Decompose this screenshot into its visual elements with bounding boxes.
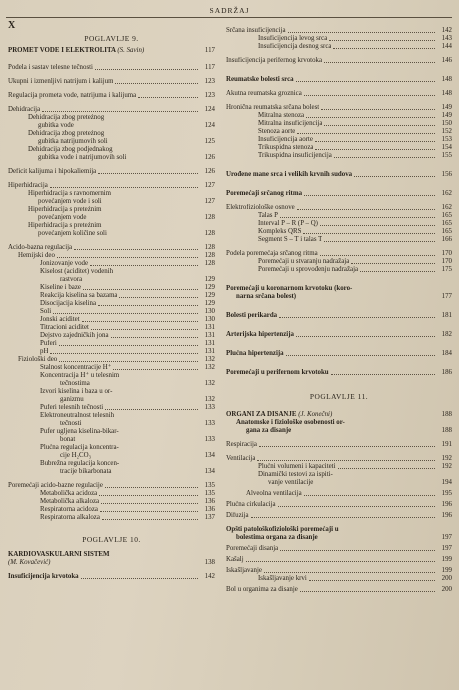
toc-entry[interactable]: Srčana insuficijencija 142 [226, 27, 452, 34]
toc-entry[interactable]: Poremećaji u stvaranju nadražaja 170 [258, 258, 452, 265]
toc-entry[interactable]: Trikuspidna stenoza 154 [258, 144, 452, 151]
toc-entry[interactable]: Dehidracija zbog preteżnog gubitka natrijumovih soli 125 [28, 130, 215, 145]
toc-entry[interactable]: Anatomske i fiziološke osobenosti or- gana za disanje 188 [236, 419, 452, 434]
toc-entry[interactable]: Poremećaji acido-bazne regulacije 135 [8, 482, 215, 489]
toc-entry[interactable]: Hiperhidracija s preteżnim povećanjem količine soli 128 [28, 222, 215, 237]
toc-entry[interactable]: Insuficijencija levog srca 143 [258, 35, 452, 42]
toc-entry[interactable]: Elektrofiziološke osnove 162 [226, 204, 452, 211]
toc-entry[interactable]: Poremećaji disanja 197 [226, 545, 452, 552]
chapter-title: ORGANI ZA DISANJE [226, 411, 297, 418]
toc-entry[interactable]: Insuficijencija krvotoka 142 [8, 573, 215, 580]
running-header: SADRŽAJ [209, 6, 250, 15]
toc-entry[interactable]: Trikuspidna insuficijencija 155 [258, 152, 452, 159]
toc-entry[interactable]: Hronična reumatska srčana bolest 149 [226, 104, 452, 111]
toc-entry[interactable]: Difuzija 196 [226, 512, 452, 519]
toc-entry[interactable]: Podela i sastav telesne tečnosti 117 [8, 64, 215, 71]
toc-entry[interactable]: Urođene mane srca i velikih krvnih sudova 156 [226, 171, 452, 178]
toc-entry[interactable]: Fiziološki deo 132 [18, 356, 215, 363]
chapter-heading: POGLAVLJE 9. [84, 34, 139, 43]
toc-entry[interactable]: Acido-bazna regulacija 128 [8, 244, 215, 251]
toc-entry[interactable]: Stalnost koncentracije H⁺ 132 [40, 364, 215, 371]
toc-entry[interactable]: Dinamički testovi za ispiti- vanje ventilacije 194 [258, 471, 452, 486]
toc-entry[interactable]: Iskašljavanje krvi 200 [258, 575, 452, 582]
toc-entry[interactable]: Pufer ugljena kiselina-bikar- bonat 133 [40, 428, 215, 443]
toc-entry[interactable]: Dehidracija 124 [8, 106, 215, 113]
toc-entry[interactable]: Hiperhidracija s preteżnim povećanjem vode 128 [28, 206, 215, 221]
page-ref: 138 [204, 559, 215, 566]
chapter-author: (M. Kovačević) [8, 559, 51, 566]
toc-entry[interactable]: Metabolička acidoza 135 [40, 490, 215, 497]
page-number: X [8, 20, 17, 31]
chapter-title-row[interactable] [226, 411, 452, 419]
chapter-title-row[interactable] [8, 47, 215, 55]
toc-entry[interactable]: Regulacija prometa vode, natrijuma i kalijuma 123 [8, 92, 215, 99]
toc-entry[interactable]: Bol u organima za disanje 200 [226, 586, 452, 593]
chapter-heading: POGLAVLJE 10. [82, 535, 141, 544]
toc-entry[interactable]: Interval P – R (P – Q) 165 [258, 220, 452, 227]
toc-entry[interactable]: Ukupni i izmenljivi natrijum i kalijum 123 [8, 78, 215, 85]
toc-entry[interactable]: Deficit kalijuma i hipokaliemija 126 [8, 168, 215, 175]
toc-entry[interactable]: Jonizovanje vode 128 [40, 260, 215, 267]
toc-entry[interactable]: Izvori kiselina i baza u or- ganizmu 132 [40, 388, 215, 403]
toc-entry[interactable]: Reakcija kiselina sa bazama 129 [40, 292, 215, 299]
toc-entry[interactable]: Respiratorna alkaloza 137 [40, 514, 215, 521]
toc-entry[interactable]: Arterijska hipertenzija 182 [226, 331, 452, 338]
page-ref: 188 [441, 411, 452, 418]
toc-entry[interactable]: Stenoza aorte 152 [258, 128, 452, 135]
toc-entry[interactable]: Plućna cirkulacija 196 [226, 501, 452, 508]
chapter-title: KARDIOVASKULARNI SISTEM [8, 551, 110, 558]
toc-entry[interactable]: Bubrežna regulacija koncen- tracije bikarbonata 134 [40, 460, 215, 475]
toc-entry[interactable]: Opšti patološkofiziološki poremećaji u bolestima organa za disanje 197 [226, 526, 452, 541]
toc-entry[interactable]: Akutna reumatska groznica 148 [226, 90, 452, 97]
toc-entry[interactable]: Bolesti perikarda 181 [226, 312, 452, 319]
header-rule [6, 17, 452, 18]
toc-entry[interactable]: Alveolna ventilacija 195 [246, 490, 452, 497]
toc-entry[interactable]: Kašalj 199 [226, 556, 452, 563]
toc-entry[interactable]: Titracioni aciditet 131 [40, 324, 215, 331]
toc-entry[interactable]: Plućni volumeni i kapaciteti 192 [258, 463, 452, 470]
toc-entry[interactable]: Ventilacija 192 [226, 455, 452, 462]
page-ref: 117 [204, 47, 215, 54]
toc-entry[interactable]: Insuficijencija aorte 153 [258, 136, 452, 143]
toc-entry[interactable]: Mitralna insuficijencija 150 [258, 120, 452, 127]
toc-entry[interactable]: Puferi 131 [40, 340, 215, 347]
toc-entry[interactable]: Hiperhidracija 127 [8, 182, 215, 189]
toc-entry[interactable]: Talas P 165 [258, 212, 452, 219]
toc-entry[interactable]: Kompleks QRS 165 [258, 228, 452, 235]
toc-entry[interactable]: Plućna hipertenzija 184 [226, 350, 452, 357]
toc-entry[interactable]: Respiracija 191 [226, 441, 452, 448]
toc-entry[interactable]: Dehidracija zbog preteżnog gubitka vode 124 [28, 114, 215, 129]
toc-entry[interactable]: Koncentracija H⁺ u telesnim tečnostima 132 [40, 372, 215, 387]
toc-entry[interactable]: pH 131 [40, 348, 215, 355]
toc-entry[interactable]: Iskašljavanje 199 [226, 567, 452, 574]
toc-entry[interactable]: Puferi telesnih tečnosti 133 [40, 404, 215, 411]
toc-entry[interactable]: Plućna regulacija koncentra- cije H₂CO₃ 134 [40, 444, 215, 459]
chapter-title: PROMET VODE I ELEKTROLITA [8, 47, 116, 54]
toc-entry[interactable]: Jonski aciditet 130 [40, 316, 215, 323]
toc-entry[interactable]: Dejstvo zajedničkih jona 131 [40, 332, 215, 339]
toc-entry[interactable]: Poremećaji u perifernom krvotoku 186 [226, 369, 452, 376]
toc-entry[interactable]: Hemijski deo 128 [18, 252, 215, 259]
toc-entry[interactable]: Segment S – T i talas T 166 [258, 236, 452, 243]
toc-entry[interactable]: Soli 130 [40, 308, 215, 315]
chapter-author: (S. Savin) [117, 47, 145, 54]
toc-entry[interactable]: Poremećaji srčanog ritma 162 [226, 190, 452, 197]
toc-entry[interactable]: Poremećaji u sprovođenju nadražaja 175 [258, 266, 452, 273]
toc-entry[interactable]: Podela poremećaja srčanog ritma 170 [226, 250, 452, 257]
chapter-title-row[interactable] [8, 551, 215, 567]
toc-entry[interactable]: Insuficijencija perifernog krvotoka 146 [226, 57, 452, 64]
toc-entry[interactable]: Reumatske bolesti srca 148 [226, 76, 452, 83]
chapter-author: (J. Konečni) [298, 411, 333, 418]
toc-entry[interactable]: Mitralna stenoza 149 [258, 112, 452, 119]
toc-entry[interactable]: Respiratorna acidoza 136 [40, 506, 215, 513]
toc-left-column [8, 27, 215, 581]
toc-entry[interactable]: Hiperhidracija s ravnomernim povećanjem vode i soli 127 [28, 190, 215, 205]
toc-right-column [226, 27, 452, 594]
toc-entry[interactable]: Kiselost (aciditet) vodenih rastvora 129 [40, 268, 215, 283]
toc-entry[interactable]: Dehidracija zbog podjednakog gubitka vode i natrijumovih soli 126 [28, 146, 215, 161]
chapter-heading: POGLAVLJE 11. [309, 392, 369, 401]
toc-entry[interactable]: Insuficijencija desnog srca 144 [258, 43, 452, 50]
toc-entry[interactable]: Kiseline i baze 129 [40, 284, 215, 291]
toc-entry[interactable]: Poremećaji u koronarnom krvotoku (koro- narna srčana bolest) 177 [226, 285, 452, 300]
toc-entry[interactable]: Disocijacija kiselina 129 [40, 300, 215, 307]
toc-entry[interactable]: Metabolička alkaloza 136 [40, 498, 215, 505]
toc-entry[interactable]: Elektroneutralnost telesnih tečnosti 133 [40, 412, 215, 427]
